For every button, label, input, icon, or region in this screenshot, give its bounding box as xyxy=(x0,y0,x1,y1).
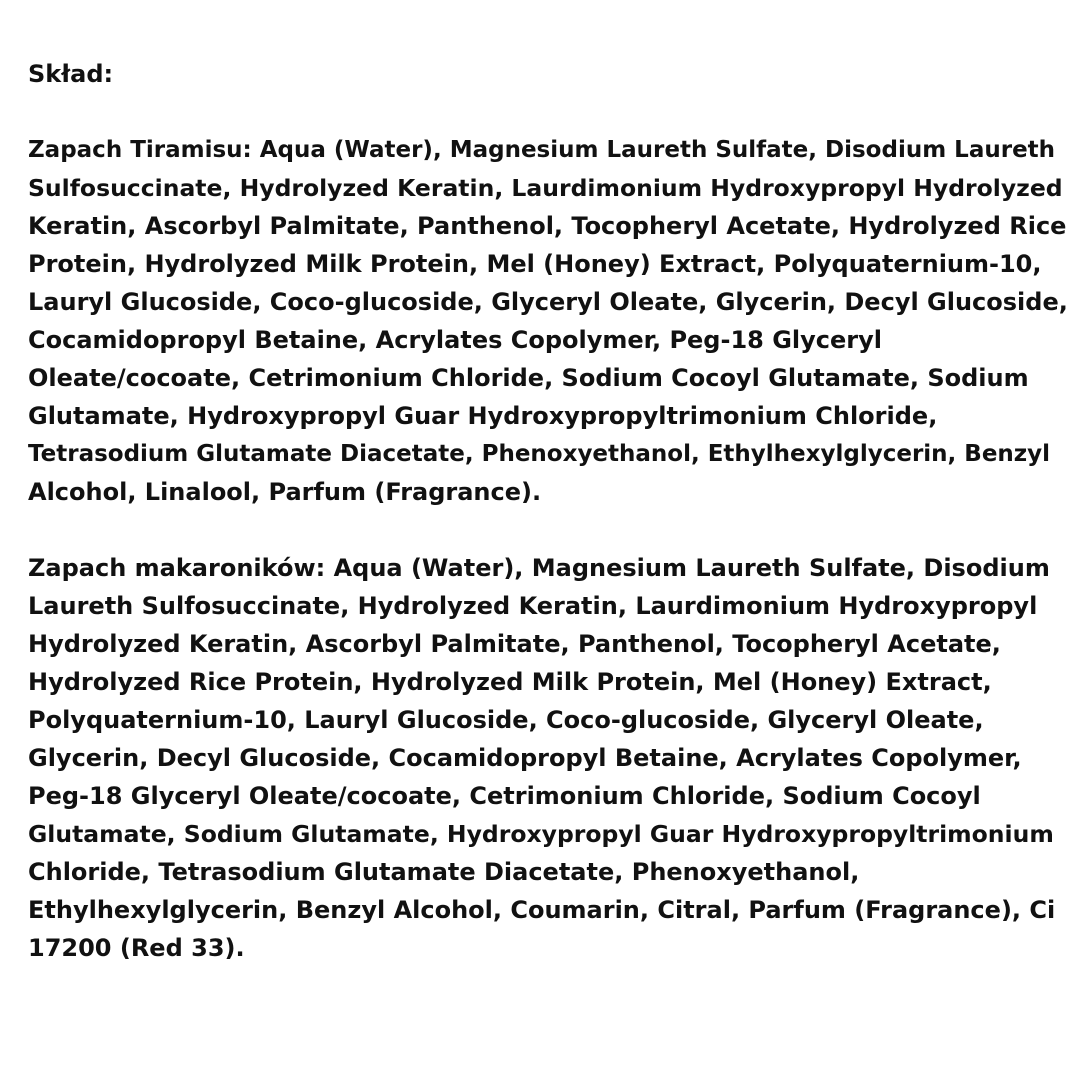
heading-sklad: Skład: xyxy=(28,60,114,88)
makaroniki-line-5: Polyquaternium-10, Lauryl Glucoside, Coco-glucoside, Glyceryl Oleate, xyxy=(28,706,984,734)
tiramisu-line-7: Oleate/cocoate, Cetrimonium Chloride, Sodium Cocoyl Glutamate, Sodium xyxy=(28,364,1029,392)
makaroniki-line-1: Zapach makaroników: Aqua (Water), Magnesium Laureth Sulfate, Disodium xyxy=(28,554,1050,582)
tiramisu-line-10: Alcohol, Linalool, Parfum (Fragrance). xyxy=(28,478,542,506)
tiramisu-line-3: Keratin, Ascorbyl Palmitate, Panthenol, Tocopheryl Acetate, Hydrolyzed Rice xyxy=(28,212,1067,240)
makaroniki-line-10: Ethylhexylglycerin, Benzyl Alcohol, Coumarin, Citral, Parfum (Fragrance), Ci xyxy=(28,896,1056,924)
makaroniki-line-4: Hydrolyzed Rice Protein, Hydrolyzed Milk Protein, Mel (Honey) Extract, xyxy=(28,668,992,696)
section-makaroniki xyxy=(28,549,1068,967)
tiramisu-line-9: Tetrasodium Glutamate Diacetate, Phenoxyethanol, Ethylhexylglycerin, Benzyl xyxy=(28,441,1051,467)
makaroniki-line-3: Hydrolyzed Keratin, Ascorbyl Palmitate, Panthenol, Tocopheryl Acetate, xyxy=(28,630,1001,658)
tiramisu-line-8: Glutamate, Hydroxypropyl Guar Hydroxypropyltrimonium Chloride, xyxy=(28,402,938,430)
makaroniki-line-7: Peg-18 Glyceryl Oleate/cocoate, Cetrimonium Chloride, Sodium Cocoyl xyxy=(28,782,981,810)
tiramisu-line-1: Zapach Tiramisu: Aqua (Water), Magnesium Laureth Sulfate, Disodium Laureth xyxy=(28,137,1056,163)
tiramisu-line-2: Sulfosuccinate, Hydrolyzed Keratin, Laurdimonium Hydroxypropyl Hydrolyzed xyxy=(28,174,1063,202)
section-tiramisu xyxy=(28,131,1068,511)
tiramisu-line-6: Cocamidopropyl Betaine, Acrylates Copolymer, Peg-18 Glyceryl xyxy=(28,326,882,354)
makaroniki-line-2: Laureth Sulfosuccinate, Hydrolyzed Keratin, Laurdimonium Hydroxypropyl xyxy=(28,592,1038,620)
makaroniki-line-9: Chloride, Tetrasodium Glutamate Diacetate, Phenoxyethanol, xyxy=(28,858,860,886)
tiramisu-line-5: Lauryl Glucoside, Coco-glucoside, Glyceryl Oleate, Glycerin, Decyl Glucoside, xyxy=(28,288,1068,316)
ingredients-document xyxy=(28,55,1068,1005)
makaroniki-line-11: 17200 (Red 33). xyxy=(28,934,245,962)
makaroniki-line-6: Glycerin, Decyl Glucoside, Cocamidopropyl Betaine, Acrylates Copolymer, xyxy=(28,744,1022,772)
tiramisu-line-4: Protein, Hydrolyzed Milk Protein, Mel (Honey) Extract, Polyquaternium-10, xyxy=(28,250,1042,278)
makaroniki-line-8: Glutamate, Sodium Glutamate, Hydroxypropyl Guar Hydroxypropyltrimonium xyxy=(28,820,1054,848)
